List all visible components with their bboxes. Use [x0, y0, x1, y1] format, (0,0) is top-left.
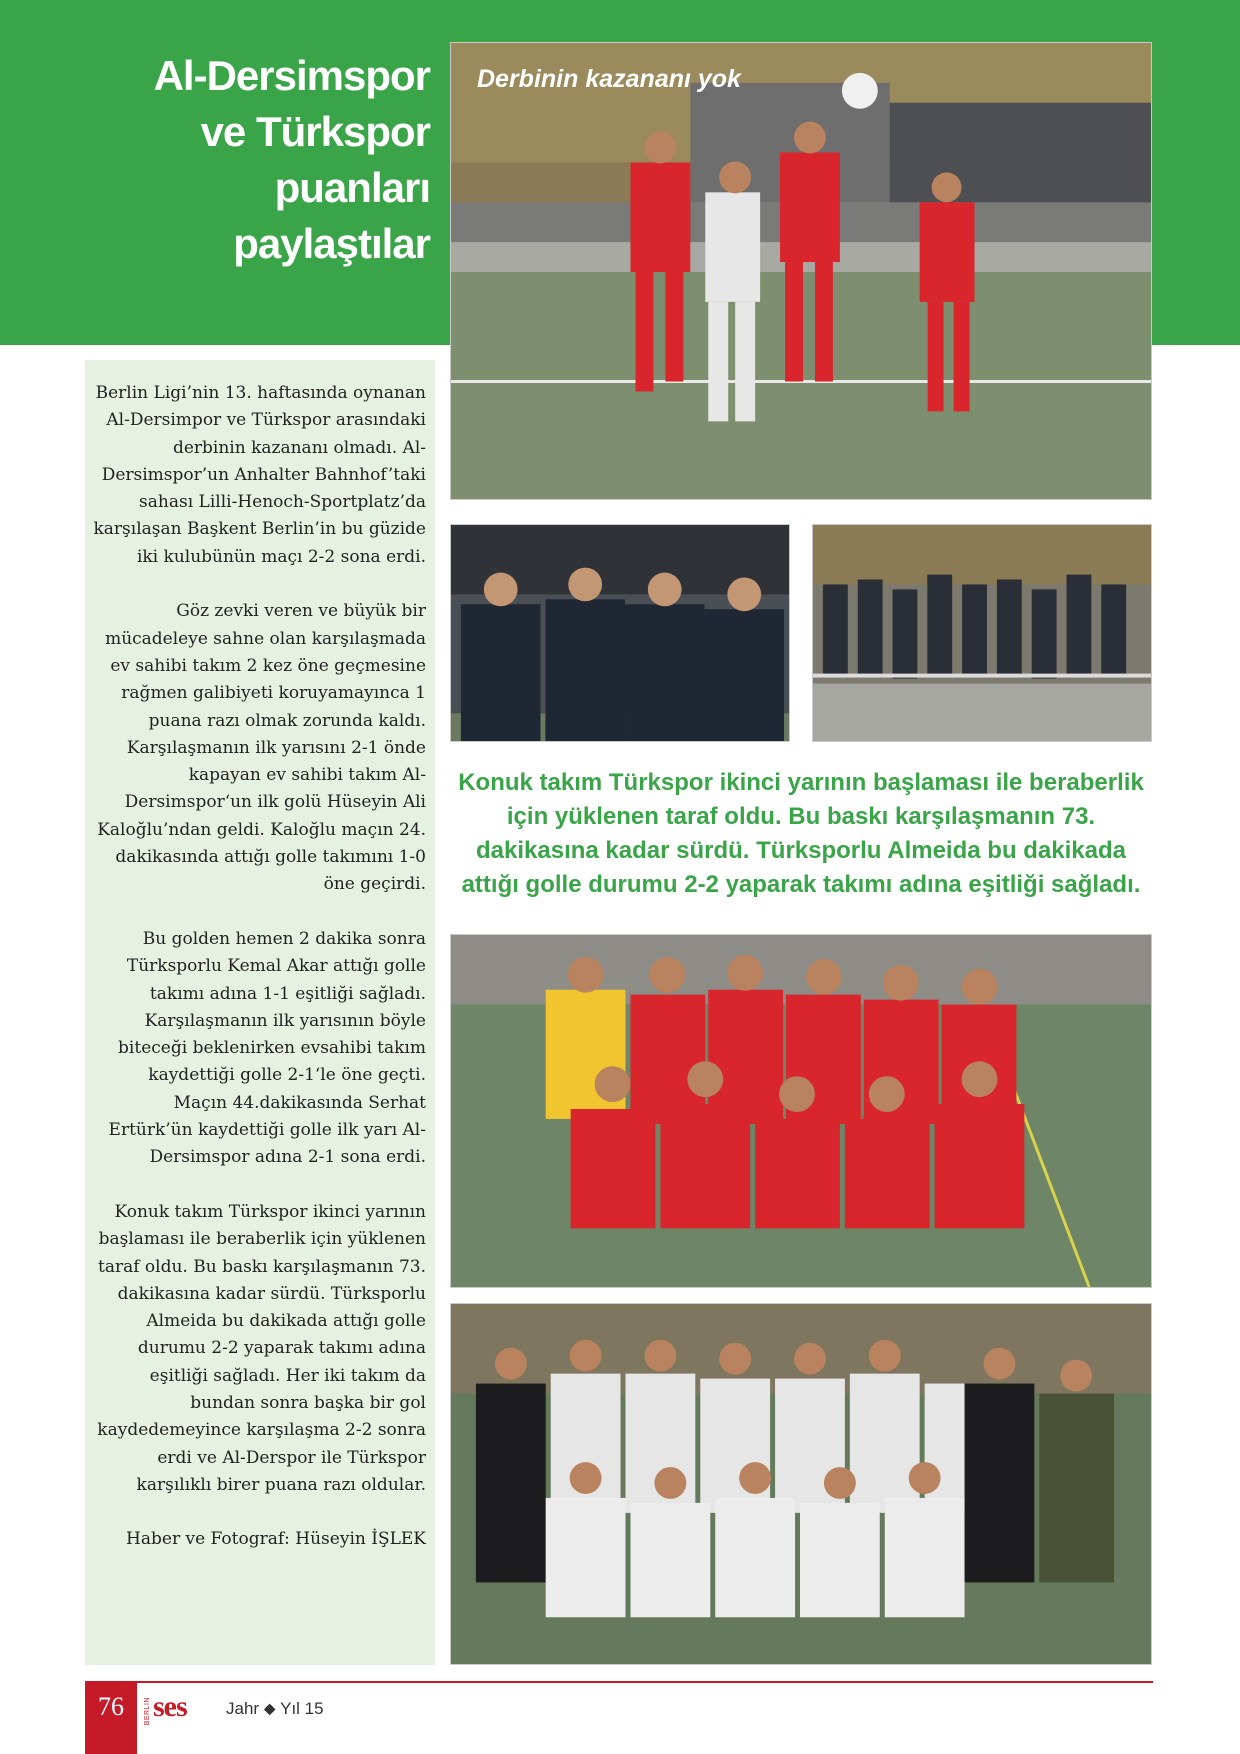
- photo-caption: Derbinin kazananı yok: [477, 65, 741, 93]
- page-number: 76: [98, 1692, 124, 1721]
- brand-prefix: BERLIN: [144, 1697, 151, 1726]
- white-team-photo-image: [451, 1304, 1151, 1664]
- match-photo-image: [451, 43, 1151, 499]
- article-paragraph: Konuk takım Türkspor ikinci yarının başlaması ile beraberlik için yüklenen taraf oldu. Bu baskı karşılaşmanın 73. dakikasına kadar sürdü. Türksporlu Almeida bu dakikada attığı golle durumu 2-2 yaparak takımı adına eşitliği sağladı. Her iki takım da bundan sonra başka bir gol kaydedemeyince karşılaşma 2-2 sonra erdi ve Al-Derspor ile Türkspor karşılıklı birer puana razı oldular.: [97, 1201, 426, 1495]
- headline-line-3: puanları: [274, 164, 430, 211]
- spectators-photo: [812, 524, 1152, 742]
- officials-photo: [450, 524, 790, 742]
- article-body: [92, 380, 426, 1581]
- red-team-photo-image: [451, 935, 1151, 1287]
- brand-logo: ses: [153, 1690, 187, 1723]
- match-photo: [450, 42, 1152, 500]
- headline: [100, 48, 430, 272]
- headline-line-1: Al-Dersimspor: [153, 52, 430, 99]
- footer-rule: [85, 1681, 1153, 1683]
- article-paragraph: Berlin Ligi’nin 13. haftasında oynanan Al-Dersimpor ve Türkspor arasındaki derbinin kazananı olmadı. Al-Dersimspor’un Anhalter Bahnhof’taki sahası Lilli-Henoch-Sportplatz’da karşılaşan Başkent Berlin’in bu güzide iki kulubünün maçı 2-2 sona erdi.: [93, 383, 426, 567]
- white-team-photo: [450, 1303, 1152, 1665]
- article-paragraph: Göz zevki veren ve büyük bir mücadeleye sahne olan karşılaşmada ev sahibi takım 2 kez öne geçmesine rağmen galibiyeti koruyamayınca 1 puana razı olmak zorunda kaldı. Karşılaşmanın ilk yarısını 2-1 önde kapayan ev sahibi takım Al-Dersimspor‘un ilk golü Hüseyin Ali Kaloğlu’ndan geldi. Kaloğlu maçın 24. dakikasında attığı golle takımını 1-0 öne geçirdi.: [97, 601, 426, 895]
- spectators-photo-image: [813, 525, 1151, 741]
- red-team-photo: [450, 934, 1152, 1288]
- pull-quote: Konuk takım Türkspor ikinci yarının başlaması ile beraberlik için yüklenen taraf oldu. Bu baskı karşılaşmanın 73. dakikasına kadar sürdü. Türksporlu Almeida bu dakikada attığı golle durumu 2-2 yaparak takımı adına eşitliği sağladı.: [458, 769, 1144, 898]
- officials-photo-image: [451, 525, 789, 741]
- article-byline: Haber ve Fotograf: Hüseyin İŞLEK: [126, 1529, 426, 1550]
- headline-line-4: paylaştılar: [233, 220, 430, 267]
- headline-line-2: ve Türkspor: [200, 108, 430, 155]
- article-paragraph: Bu golden hemen 2 dakika sonra Türksporlu Kemal Akar attığı golle takımı adına 1-1 eşitliği sağladı. Karşılaşmanın ilk yarısının böyle biteceği beklenirken evsahibi takım kaydettiği golle 2-1‘le öne geçti. Maçın 44.dakikasında Serhat Ertürk’ün kaydettiği golle ilk yarı Al-Dersimspor adına 2-1 sona erdi.: [108, 928, 426, 1168]
- issue-info: Jahr ⬥ Yıl 15: [226, 1699, 324, 1718]
